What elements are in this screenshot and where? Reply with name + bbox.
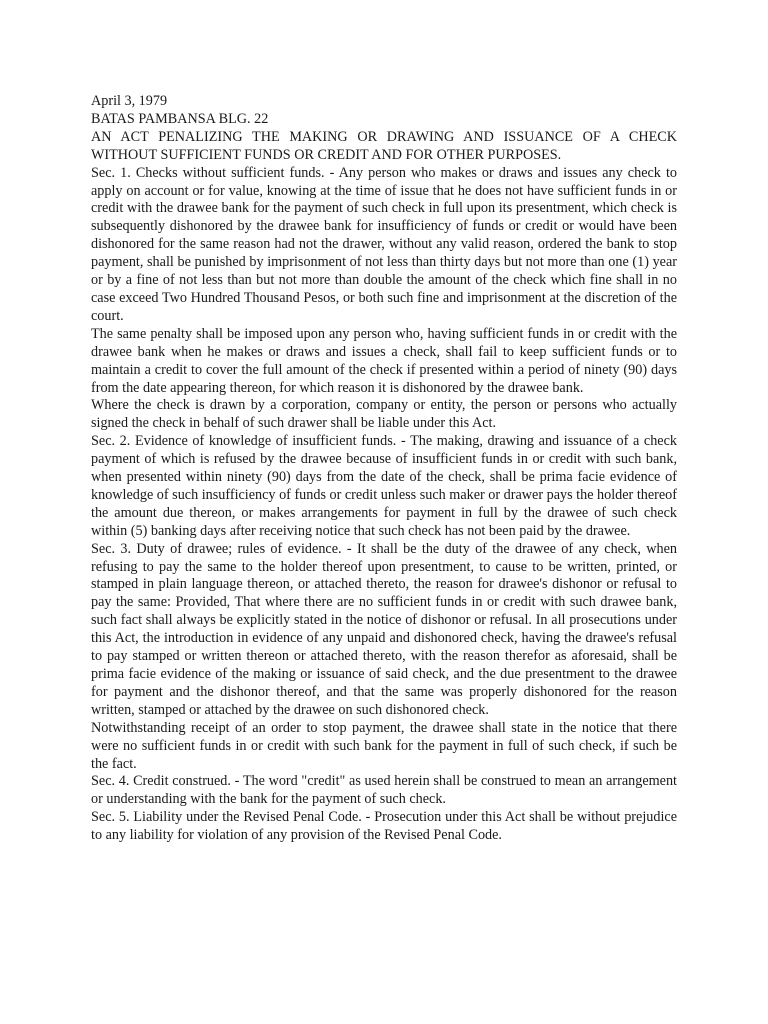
paragraph-sec1-corporation: Where the check is drawn by a corporation, company or entity, the person or persons who actually signed the check in behalf of such drawer shall be liable under this Act. (91, 397, 677, 432)
paragraph-sec2: Sec. 2. Evidence of knowledge of insufficient funds. - The making, drawing and issuance of a check payment of which is refused by the drawee because of insufficient funds in or credit with such bank, when presented within ninety (90) days from the date of the check, shall be prima facie evidence of knowledge of such insufficiency of funds or credit unless such maker or drawer pays the holder thereof the amount due thereon, or makes arrangements for payment in full by the drawee of such check within (5) banking days after receiving notice that such check has not been paid by the drawee. (91, 433, 677, 539)
document-title: AN ACT PENALIZING THE MAKING OR DRAWING AND ISSUANCE OF A CHECK WITHOUT SUFFICIENT FUNDS OR CREDIT AND FOR OTHER PURPOSES. (91, 128, 677, 163)
paragraph-sec4: Sec. 4. Credit construed. - The word "credit" as used herein shall be construed to mean an arrangement or understanding with the bank for the payment of such check. (91, 773, 677, 808)
paragraph-sec3-stop-payment: Notwithstanding receipt of an order to stop payment, the drawee shall state in the notice that there were no sufficient funds in or credit with such bank for the payment in full of such check, if such be the fact. (91, 719, 677, 772)
document-date: April 3, 1979 (91, 93, 168, 109)
paragraph-sec5: Sec. 5. Liability under the Revised Penal Code. - Prosecution under this Act shall be without prejudice to any liability for violation of any provision of the Revised Penal Code. (91, 809, 677, 844)
paragraph-sec1-same-penalty: The same penalty shall be imposed upon any person who, having sufficient funds in or credit with the drawee bank when he makes or draws and issues a check, shall fail to keep sufficient funds or to maintain a credit to cover the full amount of the check if presented within a period of ninety (90) days from the date appearing thereon, for which reason it is dishonored by the drawee bank. (91, 325, 677, 396)
document-page (91, 93, 677, 845)
paragraph-sec3: Sec. 3. Duty of drawee; rules of evidence. - It shall be the duty of the drawee of any check, when refusing to pay the same to the holder thereof upon presentment, to cause to be written, printed, or stamped in plain language thereon, or attached thereto, the reason for drawee's dishonor or refusal to pay the same: Provided, That where there are no sufficient funds in or credit with such drawee bank, such fact shall always be explicitly stated in the notice of dishonor or refusal. In all prosecutions under this Act, the introduction in evidence of any unpaid and dishonored check, having the drawee's refusal to pay stamped or written thereon or attached thereto, with the reason therefor as aforesaid, shall be prima facie evidence of the making or issuance of said check, and the due presentment to the drawee for payment and the dishonor thereof, and that the same was properly dishonored for the reason written, stamped or attached by the drawee on such dishonored check. (91, 540, 677, 718)
document-designation: BATAS PAMBANSA BLG. 22 (91, 110, 269, 127)
paragraph-sec1: Sec. 1. Checks without sufficient funds. - Any person who makes or draws and issues any check to apply on account or for value, knowing at the time of issue that he does not have sufficient funds in or credit with the drawee bank for the payment of such check in full upon its presentment, which check is subsequently dishonored by the drawee bank for insufficiency of funds or credit or would have been dishonored for the same reason had not the drawer, without any valid reason, ordered the bank to stop payment, shall be punished by imprisonment of not less than thirty days but not more than one (1) year or by a fine of not less than but not more than double the amount of the check which fine shall in no case exceed Two Hundred Thousand Pesos, or both such fine and imprisonment at the discretion of the court. (91, 164, 677, 324)
